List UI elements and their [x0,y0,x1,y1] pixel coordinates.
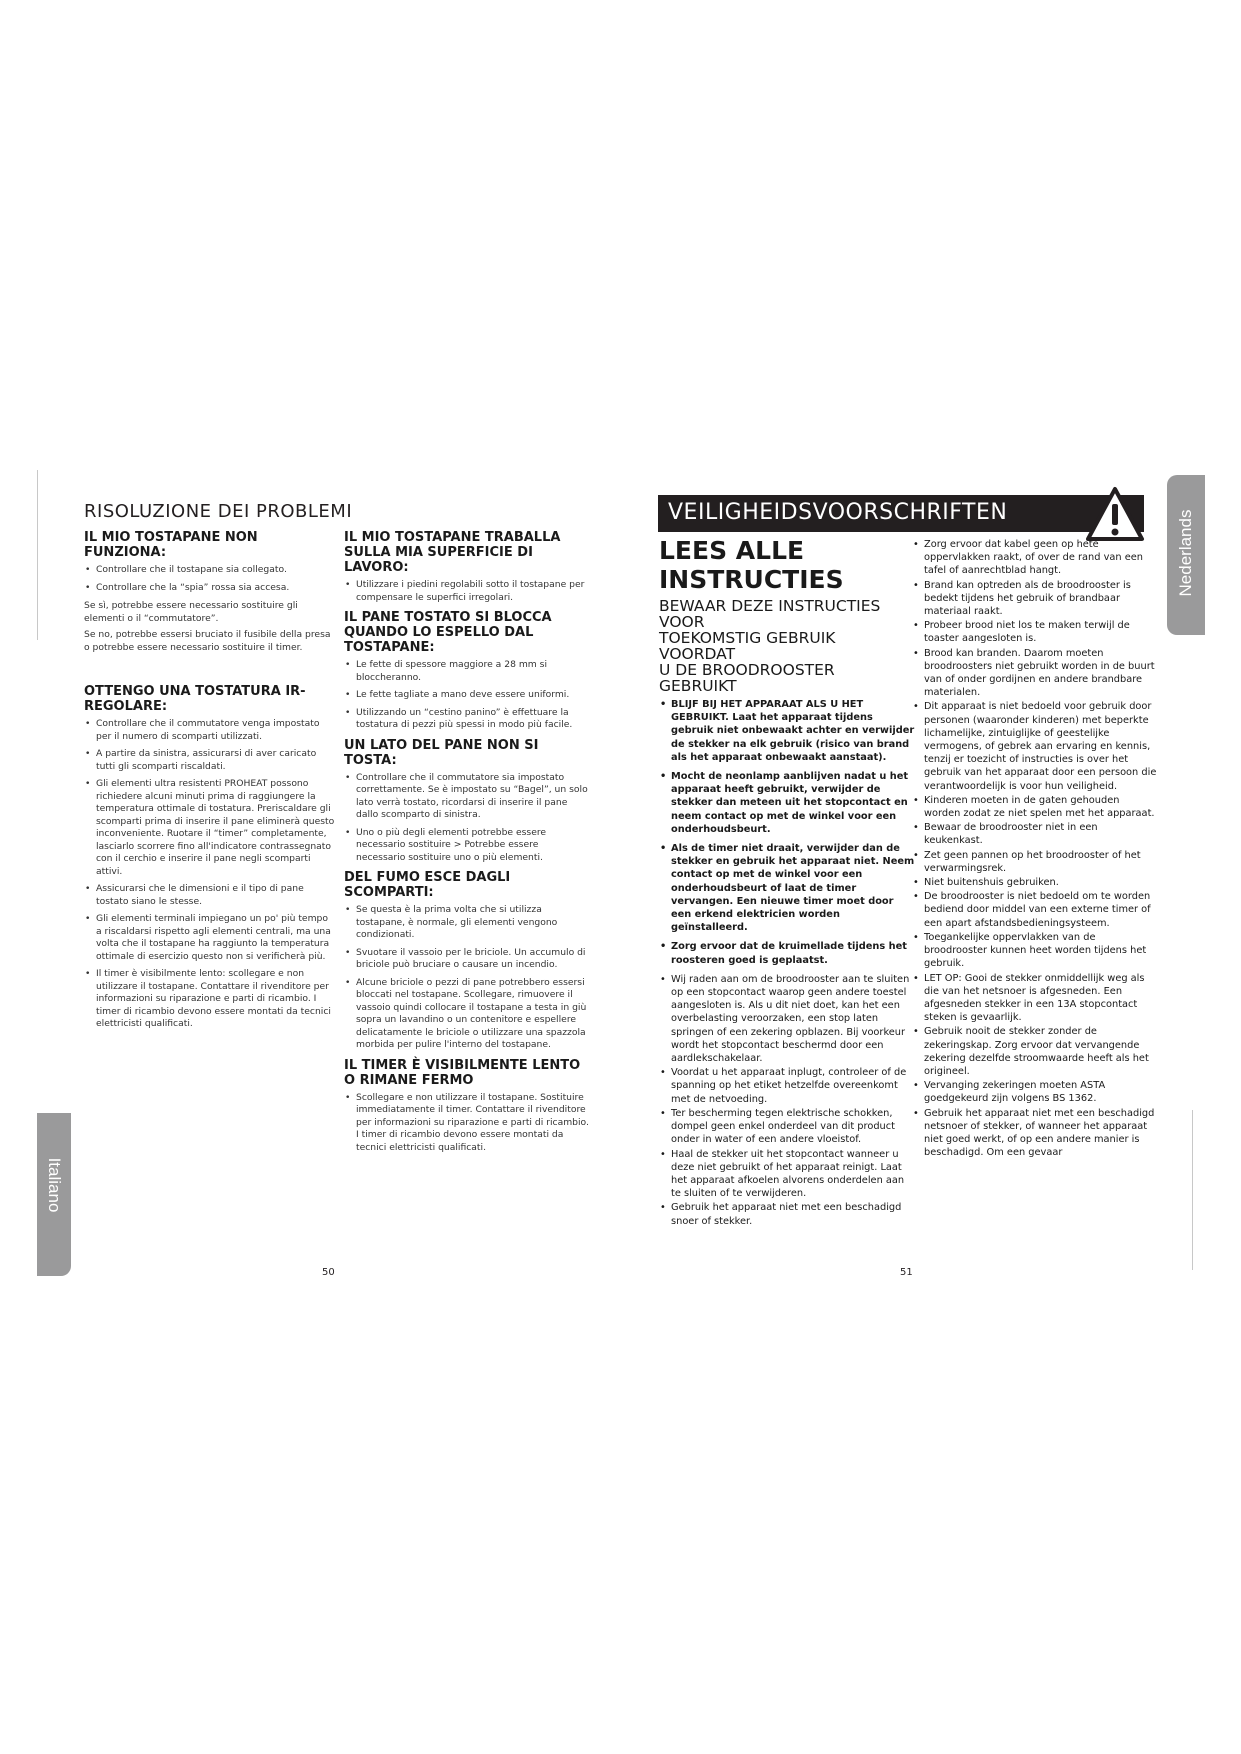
list-item: • A partire da sinistra, assicurarsi di aver caricato tutti gli scomparti riscaldati. [84,748,336,773]
bullet-list [344,659,590,732]
list-item: • Controllare che la “spia” rossa sia accesa. [84,582,336,595]
paragraph: Se sì, potrebbe essere necessario sostituire gli elementi o il “commutatore”. [84,600,298,624]
list-item: • Zorg ervoor dat kabel geen op hete oppervlakken raakt, of over de rand van een tafel of aanrechtblad hangt. [912,538,1158,578]
list-item: • Niet buitenshuis gebruiken. [912,876,1158,889]
list-item: • Gli elementi ultra resistenti PROHEAT possono richiedere alcuni minuti prima di raggiungere la temperatura ottimale di tostatura. Preriscaldare gli scomparti prima di inserire il pane eliminerà questo inconveniente. Ruotare il “timer” completamente, lasciarlo scorrere fino all'indicatore contrassegnato con il cerchio e inserire il pane negli scomparti attivi. [84,778,336,878]
list-item: • Le fette tagliate a mano deve essere uniformi. [344,689,590,702]
list-item: • LET OP: Gooi de stekker onmiddellijk weg als die van het netsnoer is afgesneden. Een afgesneden stekker in een 13A stopcontact steken is gevaarlijk. [912,972,1158,1025]
section-tostatura-irregolare [84,718,336,1031]
safety-banner [658,495,1144,532]
list-item: • Bewaar de broodrooster niet in een keukenkast. [912,821,1158,847]
paragraph: Se no, potrebbe essersi bruciato il fusibile della presa o potrebbe essere necessario sostituire il timer. [84,629,331,653]
list-item: • Assicurarsi che le dimensioni e il tipo di pane tostato siano le stesse. [84,883,336,908]
bewaar-line2: TOEKOMSTIG GEBRUIK VOORDAT [659,629,836,663]
list-item: • Gli elementi terminali impiegano un po' più tempo a riscaldarsi rispetto agli elementi centrali, ma una volta che il tostapane ha raggiunto la temperatura ottimale di esercizio questo non si verificherà più. [84,913,336,963]
list-item: • Probeer brood niet los te maken terwijl de toaster aangesloten is. [912,619,1158,645]
list-item: • Controllare che il tostapane sia collegato. [84,564,336,577]
list-item: • Brand kan optreden als de broodrooster is bedekt tijdens het gebruik of brandbaar materiaal raakt. [912,579,1158,619]
banner-title: VEILIGHEIDSVOORSCHRIFTEN [668,500,1008,525]
list-item: • Utilizzando un “cestino panino” è effettuare la tostatura di pezzi più spessi in modo più facile. [344,707,590,732]
heading-fumo: DEL FUMO ESCE DAGLI SCOMPARTI: [344,870,511,900]
list-item: • Voordat u het apparaat inplugt, controleer of de spanning op het etiket hetzelfde overeenkomt met de netvoeding. [659,1066,915,1106]
list-item: • Uno o più degli elementi potrebbe essere necessario sostituire > Potrebbe essere necessario sostituire uno o più elementi. [344,827,590,865]
list-item: • De broodrooster is niet bedoeld om te worden bediend door middel van een externe timer of een apart afstandsbedieningsysteem. [912,890,1158,930]
list-item: • BLIJF BIJ HET APPARAAT ALS U HET GEBRUIKT. Laat het apparaat tijdens gebruik niet onbewaakt achter en verwijder de stekker na elk gebruik (risico van brand als het apparaat onbewaakt aanstaat). [659,698,915,764]
bullet-list [659,973,915,1228]
list-item: • Als de timer niet draait, verwijder dan de stekker en gebruik het apparaat niet. Neem contact op met de winkel voor een onderhoudsbeurt of laat de timer vervangen. Een nieuwe timer moet door een erkend elektricien worden geïnstalleerd. [659,842,915,934]
list-item: • Kinderen moeten in de gaten gehouden worden zodat ze niet spelen met het apparaat. [912,794,1158,820]
lees-alle-line1: LEES ALLE [659,536,805,565]
warning-icon [1085,486,1145,542]
list-item: • Gebruik nooit de stekker zonder de zekeringskap. Zorg ervoor dat vervangende zekering dezelfde stroomwaarde heeft als het origineel. [912,1025,1158,1078]
page-number-left: 50 [322,1267,335,1278]
right-edge-rule [1192,1110,1193,1270]
bullet-list [344,579,590,604]
list-item: • Ter bescherming tegen elektrische schokken, dompel geen enkel onderdeel van dit product onder in water of een andere vloeistof. [659,1107,915,1147]
list-item: • Il timer è visibilmente lento: scollegare e non utilizzare il tostapane. Contattare il rivenditore per informazioni su riparazione e parti di ricambio. I timer di ricambio devono essere montati da tecnici elettricisti qualificati. [84,968,336,1031]
list-item: • Dit apparaat is niet bedoeld voor gebruik door personen (waaronder kinderen) met beperkte lichamelijke, zintuiglijke of geestelijke vermogens, of gebrek aan ervaring en kennis, tenzij er toezicht of instructies is over het gebruik van het apparaat door een persoon die verantwoordelijk is voor hun veiligheid. [912,700,1158,792]
list-item: • Toegankelijke oppervlakken van de broodrooster kunnen heet worden tijdens het gebruik. [912,931,1158,971]
section-non-funziona [84,564,336,654]
right-column-1 [659,536,915,1229]
list-item: • Mocht de neonlamp aanblijven nadat u het apparaat heeft gebruikt, verwijder de stekker dan meteen uit het stopcontact en neem contact op met de winkel voor een onderhoudsbeurt. [659,770,915,836]
heading-non-funziona: IL MIO TOSTAPANE NON FUNZIONA: [84,530,258,560]
list-item: • Svuotare il vassoio per le briciole. Un accumulo di briciole può bruciare o causare un incendio. [344,947,590,972]
list-item: • Gebruik het apparaat niet met een beschadigd snoer of stekker. [659,1201,915,1227]
list-item: • Zet geen pannen op het broodrooster of het verwarmingsrek. [912,849,1158,875]
list-item: • Gebruik het apparaat niet met een beschadigd netsnoer of stekker, of wanneer het apparaat niet goed werkt, of op een andere manier is beschadigd. Om een gevaar [912,1107,1158,1160]
list-item: • Scollegare e non utilizzare il tostapane. Sostituire immediatamente il timer. Contattare il rivenditore per informazioni su riparazione e parti di ricambio. I timer di ricambio devono essere montati da tecnici elettricisti qualificati. [344,1092,590,1155]
list-item: • Controllare che il commutatore venga impostato per il numero di scomparti utilizzati. [84,718,336,743]
bewaar-line1: BEWAAR DEZE INSTRUCTIES VOOR [659,597,881,631]
bullet-list [912,538,1158,1159]
list-item: • Zorg ervoor dat de kruimellade tijdens het roosteren goed is geplaatst. [659,940,915,966]
lees-alle-line2: INSTRUCTIES [659,565,844,594]
bullet-list [84,718,336,1031]
bullet-list [344,772,590,865]
side-tab-nederlands: Nederlands [1167,475,1205,635]
bold-bullet-list [659,698,915,967]
heading-tostatura-irregolare: OTTENGO UNA TOSTATURA IR-REGOLARE: [84,684,306,714]
section-title: RISOLUZIONE DEI PROBLEMI [84,501,353,522]
heading-si-blocca: IL PANE TOSTATO SI BLOCCA QUANDO LO ESPELLO DAL TOSTAPANE: [344,610,552,655]
list-item: • Vervanging zekeringen moeten ASTA goedgekeurd zijn volgens BS 1362. [912,1079,1158,1105]
left-column-1 [84,530,336,1037]
list-item: • Utilizzare i piedini regolabili sotto il tostapane per compensare le superfici irregolari. [344,579,590,604]
list-item: • Haal de stekker uit het stopcontact wanneer u deze niet gebruikt of het apparaat reinigt. Laat het apparaat afkoelen alvorens onderdelen aan te sluiten of te verwijderen. [659,1148,915,1201]
side-tab-italiano: Italiano [37,1113,71,1276]
list-item: • Wij raden aan om de broodrooster aan te sluiten op een stopcontact waarop geen andere toestel aangesloten is. Als u dit niet doet, kan het een overbelasting veroorzaken, een stop laten springen of een zekering opblazen. Bij voorkeur wordt het stopcontact beschermd door een aardlekschakelaar. [659,973,915,1065]
bullet-list [84,564,336,594]
heading-timer-lento: IL TIMER È VISIBILMENTE LENTO O RIMANE FERMO [344,1057,581,1088]
list-item: • Brood kan branden. Daarom moeten broodroosters niet gebruikt worden in de buurt van of onder gordijnen en andere brandbare materialen. [912,647,1158,700]
left-edge-rule [37,470,38,640]
list-item: • Controllare che il commutatore sia impostato correttamente. Se è impostato su “Bagel”, un solo lato verrà tostato, ricordarsi di inserire il pane dallo scomparto di sinistra. [344,772,590,822]
heading-traballa: IL MIO TOSTAPANE TRABALLA SULLA MIA SUPERFICIE DI LAVORO: [344,530,561,575]
left-column-2 [344,530,590,1160]
heading-un-lato: UN LATO DEL PANE NON SI TOSTA: [344,737,539,768]
bewaar-line3: U DE BROODROOSTER GEBRUIKT [659,661,835,695]
list-item: • Se questa è la prima volta che si utilizza tostapane, è normale, gli elementi vengono condizionati. [344,904,590,942]
right-column-2 [912,538,1158,1160]
page-number-right: 51 [900,1267,913,1278]
list-item: • Le fette di spessore maggiore a 28 mm si bloccheranno. [344,659,590,684]
bullet-list [344,1092,590,1155]
bullet-list [344,904,590,1052]
list-item: • Alcune briciole o pezzi di pane potrebbero essersi bloccati nel tostapane. Scollegare, rimuovere il vassoio quindi collocare il tostapane a testa in giù sopra un lavandino o un contenitore e espellere delicatamente le briciole o utilizzare una spazzola morbida per pulire l'interno del tostapane. [344,977,590,1052]
